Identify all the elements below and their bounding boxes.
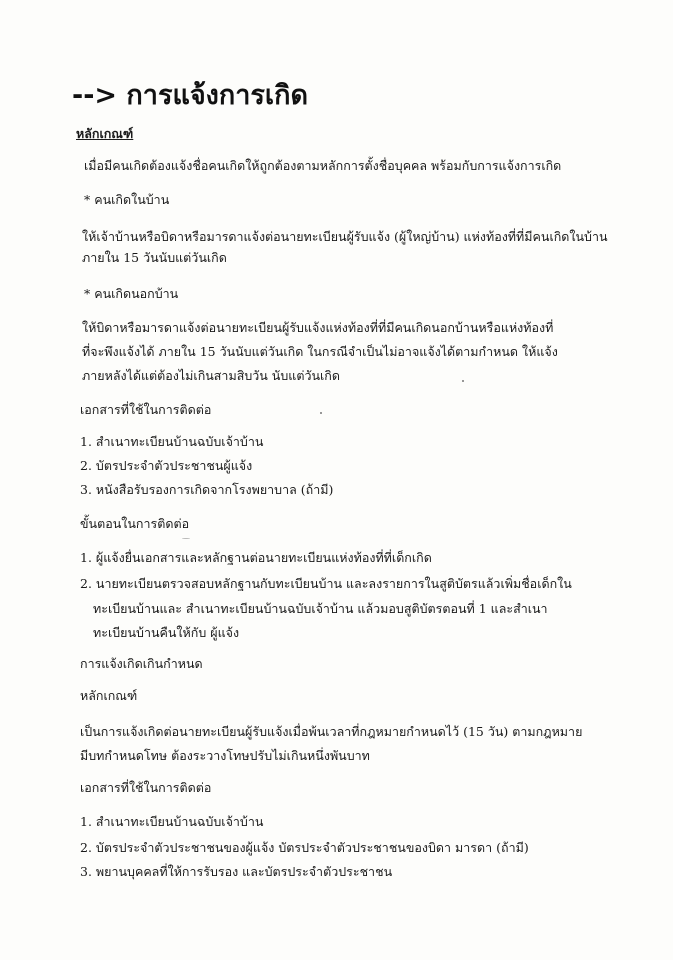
late-document-item: 2. บัตรประจำตัวประชาชนของผู้แจ้ง บัตรประจำตัวประชาชนของบิดา มารดา (ถ้ามี) [80, 840, 529, 855]
in-house-line: ให้เจ้าบ้านหรือบิดาหรือมารดาแจ้งต่อนายทะเบียนผู้รับแจ้ง (ผู้ใหญ่บ้าน) แห่งท้องที่ที่มีคนเกิดในบ้าน [82, 229, 608, 244]
scan-speck [320, 412, 322, 414]
step-item: 2. นายทะเบียนตรวจสอบหลักฐานกับทะเบียนบ้าน และลงรายการในสูติบัตรแล้วเพิ่มชื่อเด็กใน [80, 576, 572, 591]
late-document-item: 1. สำเนาทะเบียนบ้านฉบับเจ้าบ้าน [80, 814, 264, 829]
out-house-line: ภายหลังได้แต่ต้องไม่เกินสามสิบวัน นับแต่วันเกิด [82, 368, 340, 383]
out-house-line: ที่จะพึงแจ้งได้ ภายใน 15 วันนับแต่วันเกิด ในกรณีจำเป็นไม่อาจแจ้งได้ตามกำหนด ให้แจ้ง [82, 344, 558, 359]
in-house-heading: * คนเกิดในบ้าน [84, 192, 170, 207]
out-house-line: ให้บิดาหรือมารดาแจ้งต่อนายทะเบียนผู้รับแจ้งแห่งท้องที่ที่มีคนเกิดนอกบ้านหรือแห่งท้องที่ [82, 320, 554, 335]
late-documents-heading: เอกสารที่ใช้ในการติดต่อ [80, 780, 212, 795]
criteria-heading: หลักเกณฑ์ [76, 126, 134, 141]
in-house-line: ภายใน 15 วันนับแต่วันเกิด [82, 250, 227, 265]
step-item-continued: ทะเบียนบ้านและ สำเนาทะเบียนบ้านฉบับเจ้าบ้าน แล้วมอบสูติบัตรตอนที่ 1 และสำเนา [93, 601, 548, 616]
step-item: 1. ผู้แจ้งยื่นเอกสารและหลักฐานต่อนายทะเบียนแห่งท้องที่ที่เด็กเกิด [80, 550, 432, 565]
late-heading: การแจ้งเกิดเกินกำหนด [80, 656, 203, 671]
document-item: 1. สำเนาทะเบียนบ้านฉบับเจ้าบ้าน [80, 434, 264, 449]
documents-heading: เอกสารที่ใช้ในการติดต่อ [80, 402, 212, 417]
late-line: เป็นการแจ้งเกิดต่อนายทะเบียนผู้รับแจ้งเมื่อพ้นเวลาที่กฎหมายกำหนดไว้ (15 วัน) ตามกฎหมาย [80, 724, 583, 739]
steps-heading: ขั้นตอนในการติดต่อ [80, 516, 190, 531]
document-item: 3. หนังสือรับรองการเกิดจากโรงพยาบาล (ถ้ามี) [80, 482, 334, 497]
intro-text: เมื่อมีคนเกิดต้องแจ้งชื่อคนเกิดให้ถูกต้องตามหลักการตั้งชื่อบุคคล พร้อมกับการแจ้งการเกิด [84, 158, 562, 173]
step-item-continued: ทะเบียนบ้านคืนให้กับ ผู้แจ้ง [93, 625, 240, 640]
scan-speck [182, 538, 190, 539]
out-house-heading: * คนเกิดนอกบ้าน [84, 286, 179, 301]
page-title: --> การแจ้งการเกิด [72, 80, 308, 111]
late-criteria-heading: หลักเกณฑ์ [80, 688, 138, 703]
late-line: มีบทกำหนดโทษ ต้องระวางโทษปรับไม่เกินหนึ่งพันบาท [80, 748, 370, 763]
scan-speck [462, 380, 464, 382]
document-item: 2. บัตรประจำตัวประชาชนผู้แจ้ง [80, 458, 253, 473]
late-document-item: 3. พยานบุคคลที่ให้การรับรอง และบัตรประจำตัวประชาชน [80, 864, 393, 879]
